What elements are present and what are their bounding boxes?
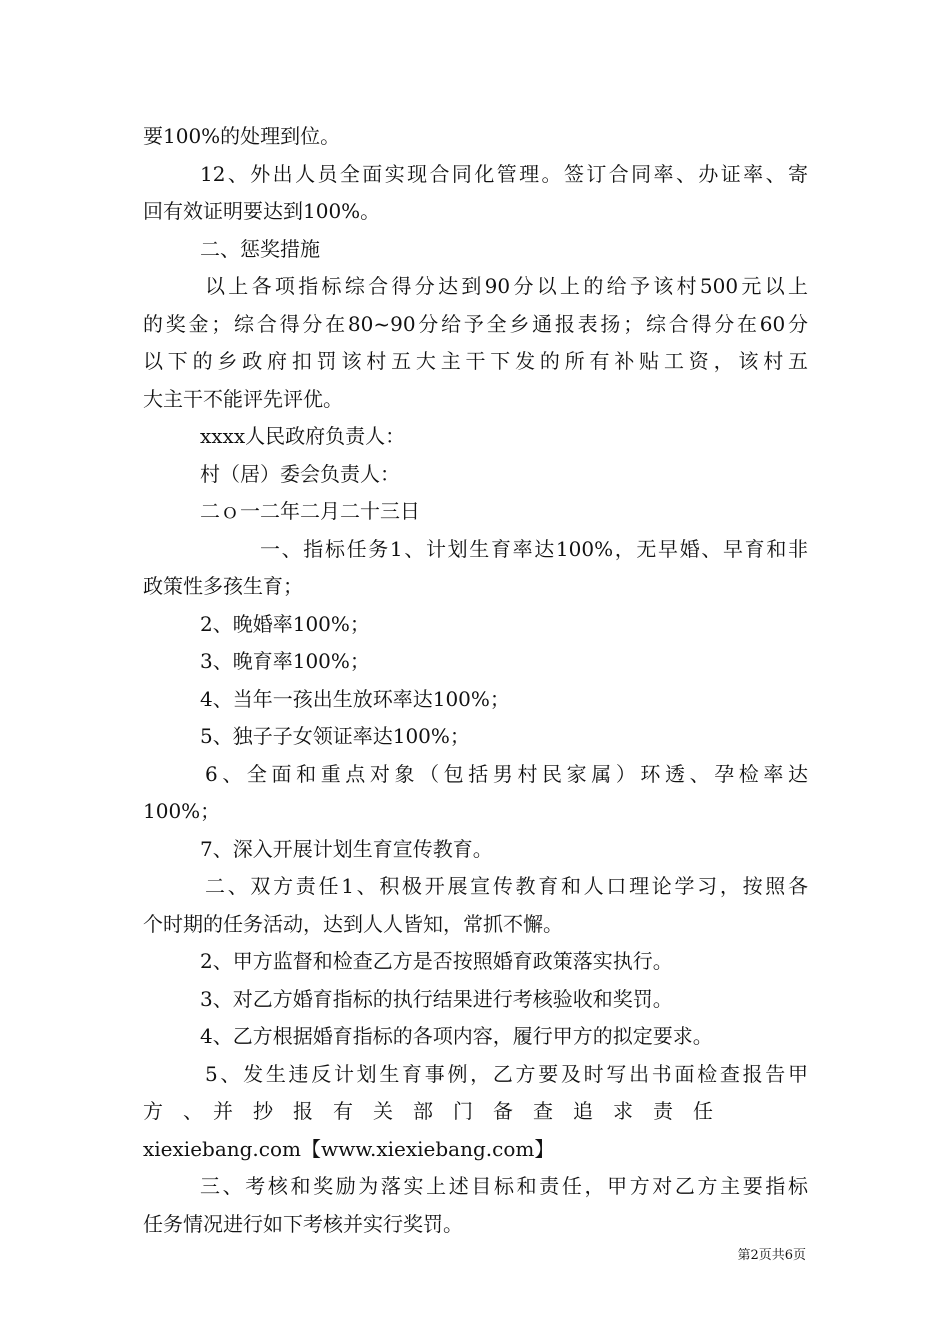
- list-item: 5、独子子女领证率达100%；: [200, 724, 470, 748]
- list-item: 2、晚婚率100%；: [200, 611, 370, 636]
- list-item: 2、甲方监督和检查乙方是否按照婚育政策落实执行。: [200, 949, 673, 973]
- page-number: 第2页共6页: [737, 1248, 806, 1263]
- text-line: 三、考核和奖励为落实上述目标和责任，甲方对乙方主要指标: [200, 1174, 808, 1198]
- text-line: 100%；: [143, 799, 221, 823]
- list-item: 6、全面和重点对象（包括男村民家属）环透、孕检率达: [205, 761, 808, 786]
- document-body: [143, 118, 808, 1243]
- text-line: 政策性多孩生育；: [143, 574, 303, 598]
- text-line: 以下的乡政府扣罚该村五大主干下发的所有补贴工资，该村五: [143, 349, 808, 373]
- text-line: 以上各项指标综合得分达到90分以上的给予该村500元以上: [205, 274, 808, 298]
- text-line: 个时期的任务活动，达到人人皆知，常抓不懈。: [143, 911, 563, 936]
- list-item: 4、乙方根据婚育指标的各项内容，履行甲方的拟定要求。: [200, 1024, 713, 1048]
- list-item: 4、当年一孩出生放环率达100%；: [200, 686, 510, 711]
- text-line: 一、指标任务1、计划生育率达100%，无早婚、早育和非: [260, 536, 808, 561]
- text-line: 任务情况进行如下考核并实行奖罚。: [143, 1211, 463, 1236]
- text-line: 方 、 并 抄 报 有 关 部 门 备 查 追 求 责 任: [143, 1099, 713, 1123]
- text-line: 回有效证明要达到100%。: [143, 199, 381, 223]
- list-item: 3、对乙方婚育指标的执行结果进行考核验收和奖罚。: [200, 986, 673, 1011]
- list-item: 3、晚育率100%；: [200, 649, 370, 673]
- text-line: 大主干不能评先评优。: [143, 386, 343, 411]
- list-item: 5、发生违反计划生育事例，乙方要及时写出书面检查报告甲: [205, 1061, 808, 1086]
- date-line: 二ｏ一二年二月二十三日: [200, 499, 420, 523]
- text-line: 要100%的处理到位。: [143, 124, 341, 148]
- text-line: 二、双方责任1、积极开展宣传教育和人口理论学习，按照各: [205, 874, 808, 898]
- section-heading: 二、惩奖措施: [200, 236, 320, 261]
- text-line: 12、外出人员全面实现合同化管理。签订合同率、办证率、寄: [200, 161, 808, 186]
- signature-line: xxxx人民政府负责人：: [200, 424, 406, 448]
- signature-line: 村（居）委会负责人：: [200, 461, 400, 486]
- website-text: xiexiebang.com【www.xiexiebang.com】: [143, 1136, 555, 1161]
- text-line: 的奖金；综合得分在80~90分给予全乡通报表扬；综合得分在60分: [143, 311, 808, 336]
- list-item: 7、深入开展计划生育宣传教育。: [200, 836, 493, 861]
